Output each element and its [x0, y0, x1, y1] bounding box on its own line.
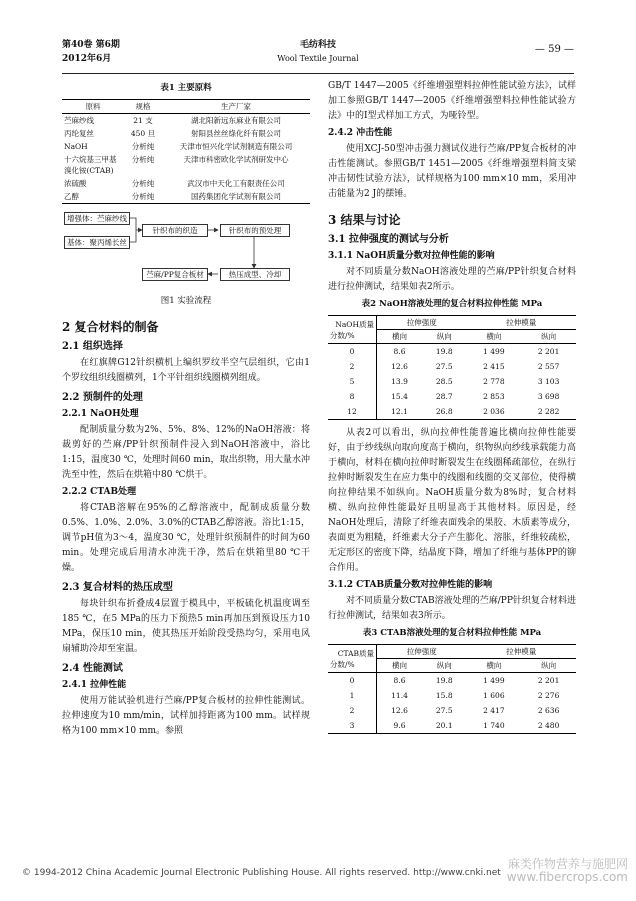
- table3: [328, 644, 576, 734]
- table1-col-spec: 规格: [124, 100, 162, 114]
- table-cell: 15.4: [391, 392, 408, 401]
- table-cell: 国药集团化学试剂有限公司: [191, 192, 281, 201]
- table-row: [62, 114, 310, 128]
- table-cell: 2 778: [483, 377, 505, 386]
- table-cell: 28.7: [435, 392, 453, 401]
- table-cell: 19.8: [435, 347, 453, 356]
- section-2-4-heading: 2.4 性能测试: [62, 663, 123, 674]
- table-row: [328, 703, 576, 718]
- table-cell: 15.8: [435, 691, 453, 700]
- table1: [62, 99, 310, 204]
- table-row: [62, 140, 310, 153]
- table-cell: 2 201: [537, 676, 560, 685]
- section-2-4-2-heading: 2.4.2 冲击性能: [328, 128, 393, 138]
- table-cell: 2 282: [537, 407, 560, 416]
- table-row: [328, 688, 576, 703]
- table2-corner-bottom: 分数/%: [330, 330, 355, 340]
- table-cell: 0: [328, 344, 377, 360]
- table2-group-strength: 拉伸强度: [377, 316, 467, 330]
- table2-sub: 纵向: [422, 330, 466, 344]
- table1-col-material: 原料: [62, 100, 124, 114]
- table-cell: 19.8: [435, 676, 453, 685]
- paragraph: 将CTAB溶解在95%的乙醇溶液中，配制成质量分数0.5%、1.0%、2.0%、3.0%的CTAB乙醇溶液。浴比1:15，调节pH值为3～4，温度30 ℃，处理针织预制件的时间为60 min。处理完成后用清水冲洗干净，然后在烘箱里80 ℃干燥。: [62, 503, 310, 573]
- paragraph: 配制质量分数为2%、5%、8%、12%的NaOH溶液：将裁剪好的苎麻/PP针织预制件浸入到NaOH溶液中，浴比1:15，温度30 ℃，处理时间60 min，取出织物，用大量水冲洗至中性，然后在烘箱中80 ℃烘干。: [62, 425, 310, 480]
- table3-sub: 横向: [467, 659, 522, 673]
- table3-group-modulus: 拉伸模量: [467, 645, 577, 659]
- figure1-caption: 图1 实验流程: [160, 296, 212, 306]
- table-cell: 1: [328, 688, 377, 703]
- journal-title-cn: 毛纺科技: [299, 40, 336, 50]
- table3-sub: 纵向: [521, 659, 576, 673]
- table-row: [328, 404, 576, 420]
- table2-corner: [328, 316, 377, 344]
- table-row: [62, 153, 310, 177]
- table-cell: 2 036: [483, 407, 505, 416]
- table-cell: 9.6: [393, 721, 406, 730]
- watermark-url: www.fibercrops.com: [506, 870, 628, 884]
- table-cell: 天津市科密欧化学试剂研发中心: [183, 155, 289, 164]
- section-2-3-heading: 2.3 复合材料的热压成型: [62, 582, 173, 593]
- flow-box-pretreatment: 针织布的预处理: [220, 224, 290, 237]
- table-cell: 湖北阳新远东麻业有限公司: [191, 116, 281, 125]
- table3-corner: [328, 645, 377, 673]
- table2-sub: 纵向: [521, 330, 576, 344]
- table-cell: 1 606: [483, 691, 505, 700]
- table-cell: 26.8: [435, 407, 453, 416]
- table-cell: 2: [328, 703, 377, 718]
- table-cell: 分析纯: [131, 142, 155, 151]
- table-cell: 11.4: [391, 691, 408, 700]
- flow-box-hot-press: 热压成型、冷却: [220, 268, 290, 281]
- flow-box-composite: 苎麻/PP复合板材: [142, 268, 208, 281]
- arrow-b-to-c: [130, 230, 136, 242]
- table-cell: 5: [328, 374, 377, 389]
- table-cell: 2 415: [483, 362, 505, 371]
- table-row: [62, 177, 310, 190]
- table-cell: 28.5: [435, 377, 453, 386]
- flow-box-knitting: 针织布的织造: [142, 224, 208, 237]
- table-cell: 1 740: [483, 721, 505, 730]
- table1-col-maker: 生产厂家: [162, 100, 310, 114]
- table-row: [328, 359, 576, 374]
- paragraph: 从表2可以看出，纵向拉伸性能普遍比横向拉伸性能要好，由于纱线纵向取向度高于横向，织物纵向纱线承载能力高于横向，材料在横向拉伸时断裂发生在线圈稀疏部位，在纵行拉伸时断裂发生在应力集中的线圈和线圈的交叉部位，使得横向拉伸结果不如纵向。NaOH质量分数为8%时，复合材料横、纵向拉伸性能最好且明显高于其他材料。原因是，经NaOH处理后，清除了纤维表面残余的果胶、木质素等成分，表面更为粗糙，纤维素大分子产生膨化、溶胀，纤维较疏松，无定形区的密度下降，结晶度下降，增加了纤维与基体PP的铆合作用。: [328, 428, 576, 573]
- table-cell: 27.5: [435, 706, 453, 715]
- table-cell: NaOH: [64, 142, 88, 151]
- table-cell: 丙纶复丝: [64, 129, 94, 138]
- journal-title-en: Wool Textile Journal: [277, 54, 359, 63]
- table-cell: 十六烷基三甲基溴化铵(CTAB): [64, 155, 117, 175]
- table3-group-strength: 拉伸强度: [377, 645, 467, 659]
- table-row: [62, 190, 310, 204]
- table3-corner-top: CTAB质量: [337, 648, 374, 658]
- left-column: [62, 79, 310, 739]
- paragraph: 对不同质量分数CTAB溶液处理的苎麻/PP针织复合材料进行拉伸测试，结果如表3所示。: [328, 596, 576, 621]
- table-cell: 2 417: [483, 706, 505, 715]
- section-3-1-1-heading: 3.1.1 NaOH质量分数对拉伸性能的影响: [328, 251, 495, 261]
- section-2-2-1-heading: 2.2.1 NaOH处理: [62, 409, 139, 419]
- arrow-a-to-c: [130, 218, 142, 230]
- table-row: [328, 389, 576, 404]
- table-cell: 2 201: [537, 347, 560, 356]
- table-cell: 1 499: [483, 676, 505, 685]
- table-cell: 27.5: [435, 362, 453, 371]
- paragraph: 使用万能试验机进行苎麻/PP复合板材的拉伸性能测试。拉伸速度为10 mm/min，试样加持距离为100 mm。试样规格为100 mm×10 mm。参照: [62, 696, 310, 736]
- table-cell: 武汉市中天化工有限责任公司: [187, 179, 285, 188]
- table-cell: 0: [328, 673, 377, 689]
- page-number: — 59 —: [534, 44, 574, 55]
- table-cell: 苎麻纱线: [64, 116, 94, 125]
- section-3-1-heading: 3.1 拉伸强度的测试与分析: [328, 234, 449, 245]
- table-cell: 450 旦: [130, 129, 156, 138]
- right-column: [328, 79, 576, 734]
- table-cell: 乙醇: [64, 192, 79, 201]
- flow-box-matrix: 基体：聚丙烯长丝: [64, 236, 130, 249]
- table-cell: 2 276: [537, 691, 560, 700]
- paragraph: 使用XCJ-50型冲击强力测试仪进行苎麻/PP复合板材的冲击性能测试。参照GB/T 1451—2005《纤维增强塑料简支梁冲击韧性试验方法》，试样规格为100 mm×10 mm，采用冲击能量为2 J的摆锤。: [328, 144, 576, 199]
- table-cell: 2 636: [537, 706, 560, 715]
- table-cell: 3 103: [537, 377, 560, 386]
- watermark-text: 麻类作物营养与施肥网: [507, 857, 628, 871]
- section-2-1-heading: 2.1 组织选择: [62, 341, 123, 352]
- table1-caption: 表1 主要原料: [160, 83, 212, 93]
- table2-sub: 横向: [467, 330, 522, 344]
- paragraph: 在红旗牌G12针织横机上编织罗纹半空气层组织，它由1个罗纹组织线圈横列，1个平针组织线圈横列组成。: [62, 358, 310, 383]
- table-cell: 8: [328, 389, 377, 404]
- table-cell: 射阳县丝丝绦化纤有限公司: [191, 129, 281, 138]
- table1-header-row: [62, 100, 310, 114]
- table-cell: 浓硫酸: [64, 179, 87, 188]
- paragraph: 每块针织布折叠成4层置于模具中，平板硫化机温度调至185 ℃，在5 MPa的压力下预热5 min再加压到预设压力10 MPa，保压10 min，使其热压开始阶段受热均匀，采用电风扇辅助冷却至室温。: [62, 599, 310, 654]
- table3-header-row: [328, 645, 576, 659]
- section-2-2-2-heading: 2.2.2 CTAB处理: [62, 487, 137, 497]
- table-cell: 2 480: [537, 721, 560, 730]
- section-3-1-2-heading: 3.1.2 CTAB质量分数对拉伸性能的影响: [328, 580, 493, 590]
- header-rule: [62, 73, 574, 74]
- copyright-footer: © 1994-2012 China Academic Journal Electronic Publishing House. All rights reserved. http://www.cnki.net: [22, 868, 501, 878]
- table-cell: 8.6: [393, 676, 406, 685]
- watermark: [507, 858, 628, 884]
- table3-caption: 表3 CTAB溶液处理的复合材料拉伸性能 MPa: [362, 628, 542, 638]
- issue-date: 2012年6月: [62, 54, 112, 64]
- table-cell: 天津市恒兴化学试剂制造有限公司: [179, 142, 293, 151]
- table-cell: 3: [328, 718, 377, 734]
- table-cell: 12.6: [391, 706, 408, 715]
- table-cell: 21 支: [133, 116, 153, 125]
- section-3-heading: 3 结果与讨论: [328, 213, 401, 227]
- table3-sub: 横向: [377, 659, 423, 673]
- section-2-heading: 2 复合材料的制备: [62, 320, 159, 334]
- table-row: [328, 374, 576, 389]
- table2: [328, 315, 576, 420]
- table3-corner-bottom: 分数/%: [330, 659, 355, 669]
- page-header: [0, 38, 636, 72]
- section-2-2-heading: 2.2 预制件的处理: [62, 392, 143, 403]
- flowchart: [62, 208, 310, 290]
- table-cell: 1 499: [483, 347, 505, 356]
- table-row: [328, 673, 576, 689]
- section-2-4-1-heading: 2.4.1 拉伸性能: [62, 680, 127, 690]
- table-cell: 2: [328, 359, 377, 374]
- table-cell: 8.6: [393, 347, 406, 356]
- paragraph: GB/T 1447—2005《纤维增强塑料拉伸性能试验方法》，试样加工参照GB/T 1447—2005《纤维增强塑料拉伸性能试验方法》中的I型式样加工方式，为哑铃型。: [328, 81, 576, 121]
- table-cell: 12.6: [391, 362, 408, 371]
- table2-header-row: [328, 316, 576, 330]
- table-cell: 3 698: [537, 392, 560, 401]
- table3-sub: 纵向: [422, 659, 466, 673]
- table-row: [328, 718, 576, 734]
- table-cell: 20.1: [435, 721, 453, 730]
- table2-sub: 横向: [377, 330, 423, 344]
- table2-corner-top: NaOH质量: [335, 319, 374, 329]
- table-cell: 分析纯: [131, 179, 155, 188]
- table2-group-modulus: 拉伸模量: [467, 316, 577, 330]
- table-cell: 分析纯: [131, 192, 155, 201]
- table-cell: 2 557: [537, 362, 560, 371]
- table2-caption: 表2 NaOH溶液处理的复合材料拉伸性能 MPa: [361, 299, 543, 309]
- table-cell: 13.9: [391, 377, 408, 386]
- table-cell: 12: [328, 404, 377, 420]
- flow-box-reinforcement: 增强体：苎麻纱线: [64, 212, 130, 225]
- paragraph: 对不同质量分数NaOH溶液处理的苎麻/PP针织复合材料进行拉伸测试，结果如表2所示。: [328, 267, 576, 292]
- table-cell: 2 853: [483, 392, 505, 401]
- volume-issue: 第40卷 第6期: [62, 40, 120, 50]
- table-row: [62, 127, 310, 140]
- table-row: [328, 344, 576, 360]
- table-cell: 分析纯: [131, 155, 155, 164]
- table-cell: 12.1: [391, 407, 408, 416]
